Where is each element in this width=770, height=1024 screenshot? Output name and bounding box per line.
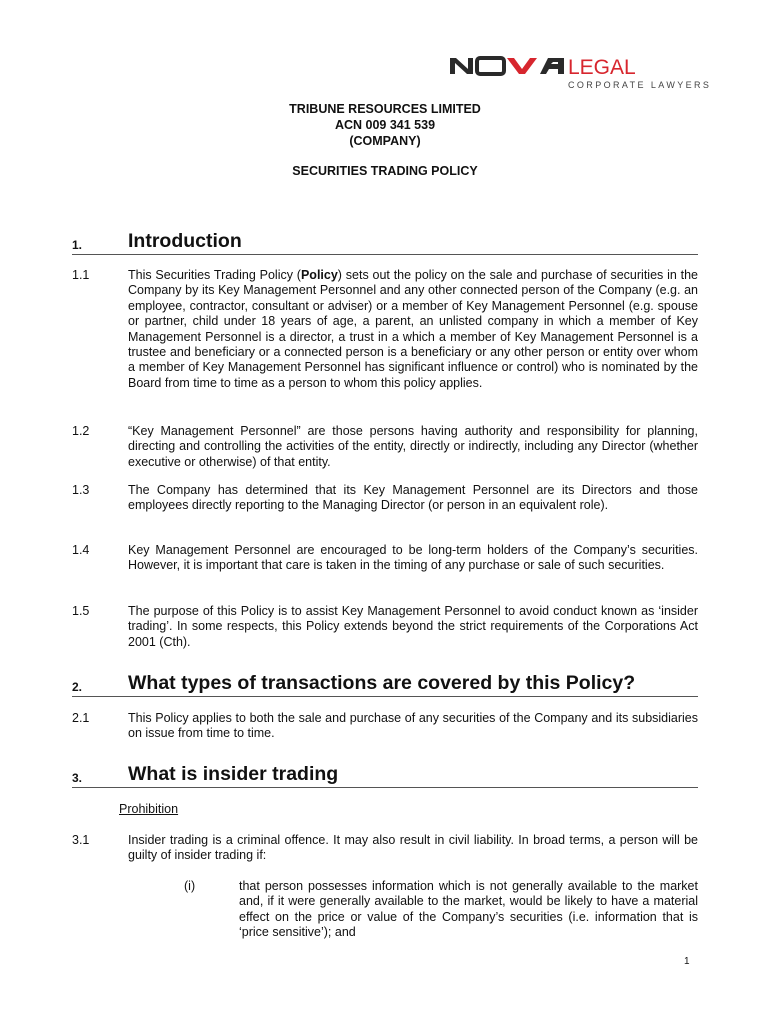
section-title: What types of transactions are covered by this Policy?: [128, 672, 636, 694]
logo-tagline: CORPORATE LAWYERS: [568, 80, 712, 90]
page-number: 1: [684, 956, 690, 967]
section-heading-1: [72, 232, 698, 255]
section-title: What is insider trading: [128, 763, 339, 785]
section-title: Introduction: [128, 230, 242, 252]
prohibition-subheading: Prohibition: [119, 802, 179, 816]
paragraph-number: 1.2: [72, 424, 90, 438]
document-header: [0, 101, 770, 149]
sub-item-text: that person possesses information which is not generally available to the market and, if it were generally available to the market, would be likely to have a material effect on the price or value of the Company’s securities (i.e. information that is ‘price sensitive’); and: [239, 879, 698, 940]
company-name: TRIBUNE RESOURCES LIMITED: [289, 102, 481, 116]
section-number: 2.: [72, 680, 83, 694]
paragraph-text: Insider trading is a criminal offence. It may also result in civil liability. In broad terms, a person will be guilty of insider trading if:: [128, 833, 698, 863]
nova-logo-mark: [448, 54, 690, 80]
paragraph-text: The Company has determined that its Key Management Personnel are its Directors and those employees directly reporting to the Managing Director (or person in an equivalent role).: [128, 483, 698, 513]
paragraph-number: 1.5: [72, 604, 90, 618]
nova-legal-logo: [448, 54, 712, 94]
paragraph-text: This Securities Trading Policy (Policy) sets out the policy on the sale and purchase of securities in the Company by its Key Management Personnel and any other connected person of the Company (e.g. an employee, contractor, consultant or adviser) or a member of Key Management Personnel (e.g. spouse or partner, child under 18 years of age, a parent, an unlisted company in which a member of Key Management Personnel is a director, a trust in a which a member of Key Management Personnel is a trustee and beneficiary or a connected person is a beneficiary or any other person or entity over whom a member of Key Management Personnel has significant influence or control) who is nominated by the Board from time to time as a person to whom this policy applies.: [128, 268, 699, 390]
company-short-name: (COMPANY): [349, 134, 421, 148]
document-title: SECURITIES TRADING POLICY: [292, 164, 478, 178]
paragraph-text: Key Management Personnel are encouraged to be long-term holders of the Company’s securities. However, it is important that care is taken in the timing of any purchase or sale of such securities.: [128, 543, 698, 573]
paragraph-number: 1.1: [72, 268, 90, 282]
defined-term: Policy: [300, 268, 338, 282]
section-heading-3: [72, 765, 698, 788]
paragraph-text: The purpose of this Policy is to assist Key Management Personnel to avoid conduct known as ‘insider trading’. In some respects, this Policy extends beyond the strict requirements of the Corporations Act 2001 (Cth).: [128, 604, 698, 649]
section-number: 1.: [72, 238, 83, 252]
company-acn: ACN 009 341 539: [334, 118, 436, 132]
sub-item-number: (i): [184, 879, 196, 893]
section-heading-2: [72, 674, 698, 697]
paragraph-text: “Key Management Personnel” are those persons having authority and responsibility for planning, directing and controlling the activities of the entity, directly or indirectly, including any Director (whether executive or otherwise) of that entity.: [128, 424, 698, 469]
paragraph-number: 1.4: [72, 543, 90, 557]
paragraph-number: 2.1: [72, 711, 90, 725]
logo-legal-text: LEGAL: [568, 56, 636, 79]
section-number: 3.: [72, 771, 83, 785]
paragraph-number: 3.1: [72, 833, 90, 847]
paragraph-number: 1.3: [72, 483, 90, 497]
paragraph-text: This Policy applies to both the sale and purchase of any securities of the Company and its subsidiaries on issue from time to time.: [128, 711, 698, 741]
